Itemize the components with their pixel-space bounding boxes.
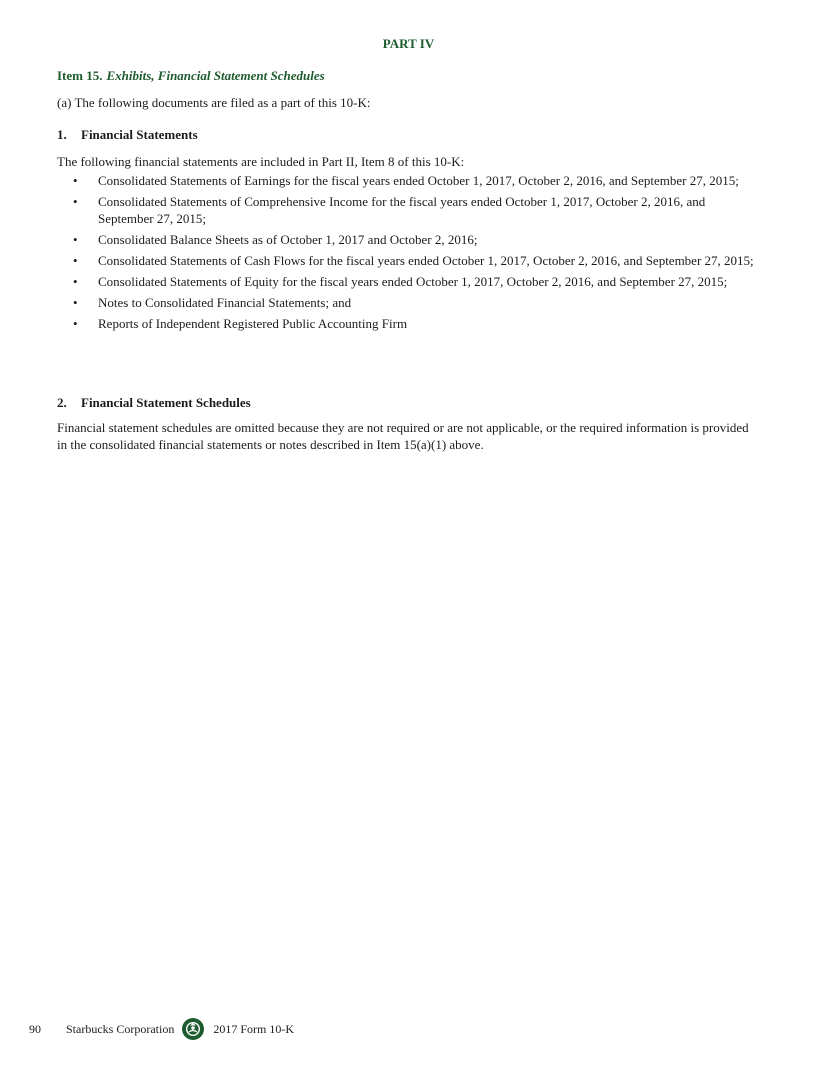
bullet-icon: •: [73, 316, 78, 331]
bullet-icon: •: [73, 194, 78, 209]
bullet-icon: •: [73, 232, 78, 247]
list-item: [57, 252, 762, 269]
list-item: [57, 231, 762, 248]
section1-heading: [57, 127, 198, 143]
footer-company: Starbucks Corporation: [66, 1021, 175, 1036]
bullet-icon: •: [73, 274, 78, 289]
list-item-text: Consolidated Statements of Earnings for the fiscal years ended October 1, 2017, October 2, 2016, and September 27, 2015;: [98, 173, 739, 188]
list-item-text: Consolidated Statements of Equity for the fiscal years ended October 1, 2017, October 2, 2016, and September 27, 2015;: [98, 274, 728, 289]
item-title: Exhibits, Financial Statement Schedules: [106, 68, 325, 83]
intro-paragraph: (a) The following documents are filed as a part of this 10-K:: [57, 95, 371, 110]
list-item: [57, 172, 762, 189]
list-item-text: Notes to Consolidated Financial Statements; and: [98, 295, 352, 310]
list-item-text: Consolidated Statements of Comprehensive Income for the fiscal years ended October 1, 2017, October 2, 2016, and September 27, 2015;: [98, 194, 706, 226]
list-item-text: Consolidated Statements of Cash Flows for the fiscal years ended October 1, 2017, October 2, 2016, and September 27, 2015;: [98, 253, 754, 268]
footer-form: 2017 Form 10-K: [213, 1021, 294, 1036]
section1-number: 1.: [57, 127, 67, 142]
section2-heading: [57, 395, 251, 411]
part-title: PART IV: [382, 36, 435, 51]
item-number: Item 15.: [57, 68, 103, 83]
page-number: 90: [29, 1021, 41, 1036]
section2-body: Financial statement schedules are omitted because they are not required or are not applicable, or the required information is provided in the consolidated financial statements or notes described in Item 15(a)(1) above.: [57, 420, 749, 452]
page-footer: [29, 1018, 294, 1040]
financial-statements-list: [57, 172, 762, 336]
bullet-icon: •: [73, 253, 78, 268]
list-item: [57, 315, 762, 332]
list-item: [57, 193, 762, 227]
section1-lead: The following financial statements are included in Part II, Item 8 of this 10-K:: [57, 154, 465, 169]
section2-number: 2.: [57, 395, 67, 410]
list-item-text: Reports of Independent Registered Public Accounting Firm: [98, 316, 408, 331]
list-item: [57, 273, 762, 290]
starbucks-logo-icon: [182, 1018, 204, 1040]
section2-title: Financial Statement Schedules: [81, 395, 251, 410]
section1-title: Financial Statements: [81, 127, 198, 142]
bullet-icon: •: [73, 295, 78, 310]
list-item-text: Consolidated Balance Sheets as of October 1, 2017 and October 2, 2016;: [98, 232, 478, 247]
item-heading: [57, 68, 325, 84]
list-item: [57, 294, 762, 311]
bullet-icon: •: [73, 173, 78, 188]
